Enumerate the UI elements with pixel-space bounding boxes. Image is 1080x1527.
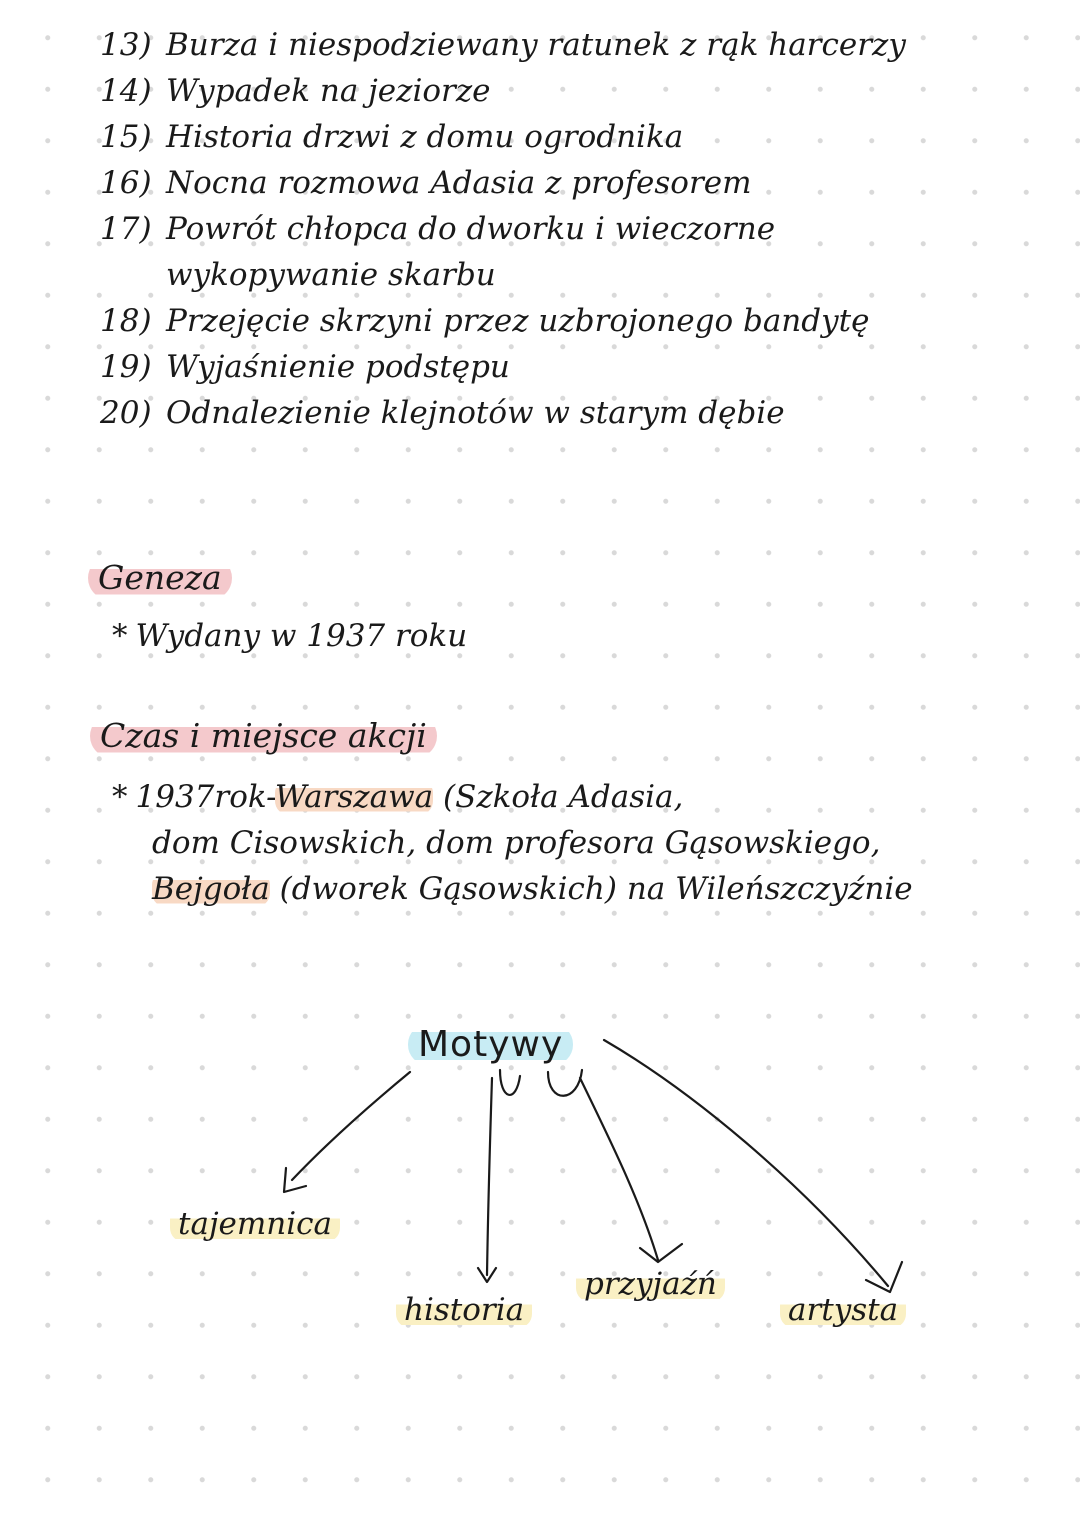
genesis-text: Wydany w 1937 roku: [135, 618, 468, 654]
warsaw-details: (Szkoła Adasia,: [442, 779, 684, 815]
list-item: [100, 344, 1060, 390]
motif-tajemnica: tajemnica: [170, 1206, 340, 1242]
item-number: 16): [100, 165, 152, 201]
list-item: [100, 68, 1060, 114]
arrow-to-historia: [487, 1078, 492, 1275]
item-number: 19): [100, 349, 152, 385]
bejgola-details: (dworek Gąsowskich) na Wileńszczyźnie: [279, 871, 913, 907]
arrow-to-tajemnica: [292, 1072, 410, 1180]
motif-center: Motywy: [408, 1024, 573, 1065]
arrow-to-artysta: [604, 1040, 888, 1286]
arrowhead-historia: [478, 1268, 496, 1282]
item-text: Wyjaśnienie podstępu: [166, 349, 510, 385]
setting-heading: Czas i miejsce akcji: [90, 714, 437, 758]
motif-przyjazn: przyjaźń: [576, 1266, 725, 1302]
item-text: Odnalezienie klejnotów w starym dębie: [166, 395, 785, 431]
arrowhead-artysta: [866, 1262, 902, 1292]
item-text: Burza i niespodziewany ratunek z rąk harcerzy: [166, 27, 906, 63]
item-text: Historia drzwi z domu ogrodnika: [166, 119, 684, 155]
item-number: 20): [100, 395, 152, 431]
setting-prefix: 1937rok-: [135, 779, 275, 815]
setting-line-2: dom Cisowskich, dom profesora Gąsowskiego,: [152, 825, 881, 861]
motif-artysta: artysta: [780, 1292, 906, 1328]
list-item: [100, 206, 1060, 298]
genesis-heading: Geneza: [88, 556, 232, 600]
item-number: 18): [100, 303, 152, 339]
place-bejgola: Bejgoła: [152, 871, 270, 907]
arrowhead-przyjazn: [640, 1244, 682, 1262]
list-item: [100, 114, 1060, 160]
motywy-loop-2: [548, 1070, 582, 1096]
item-text: Powrót chłopca do dworku i wieczorne wykopywanie skarbu: [166, 211, 776, 293]
list-item: [100, 160, 1060, 206]
list-item: [100, 390, 1060, 436]
plot-list: [100, 22, 1060, 436]
item-number: 14): [100, 73, 152, 109]
list-item: [100, 298, 1060, 344]
genesis-bullet-line: [112, 614, 467, 658]
arrow-to-przyjazn: [580, 1078, 658, 1260]
arrowhead-tajemnica: [284, 1168, 306, 1192]
item-text: Nocna rozmowa Adasia z profesorem: [166, 165, 752, 201]
list-item: [100, 22, 1060, 68]
setting-line-3: [112, 866, 1042, 912]
item-number: 17): [100, 211, 152, 247]
bullet-star: *: [112, 618, 128, 654]
setting-line-1: [112, 774, 1042, 820]
item-number: 15): [100, 119, 152, 155]
bullet-star: *: [112, 779, 128, 815]
item-number: 13): [100, 27, 152, 63]
motywy-loop-1: [500, 1070, 520, 1095]
motif-historia: historia: [396, 1292, 532, 1328]
item-text: Przejęcie skrzyni przez uzbrojonego bandytę: [166, 303, 870, 339]
setting-block: [112, 774, 1042, 912]
place-warsaw: Warszawa: [274, 779, 434, 815]
item-text: Wypadek na jeziorze: [166, 73, 491, 109]
